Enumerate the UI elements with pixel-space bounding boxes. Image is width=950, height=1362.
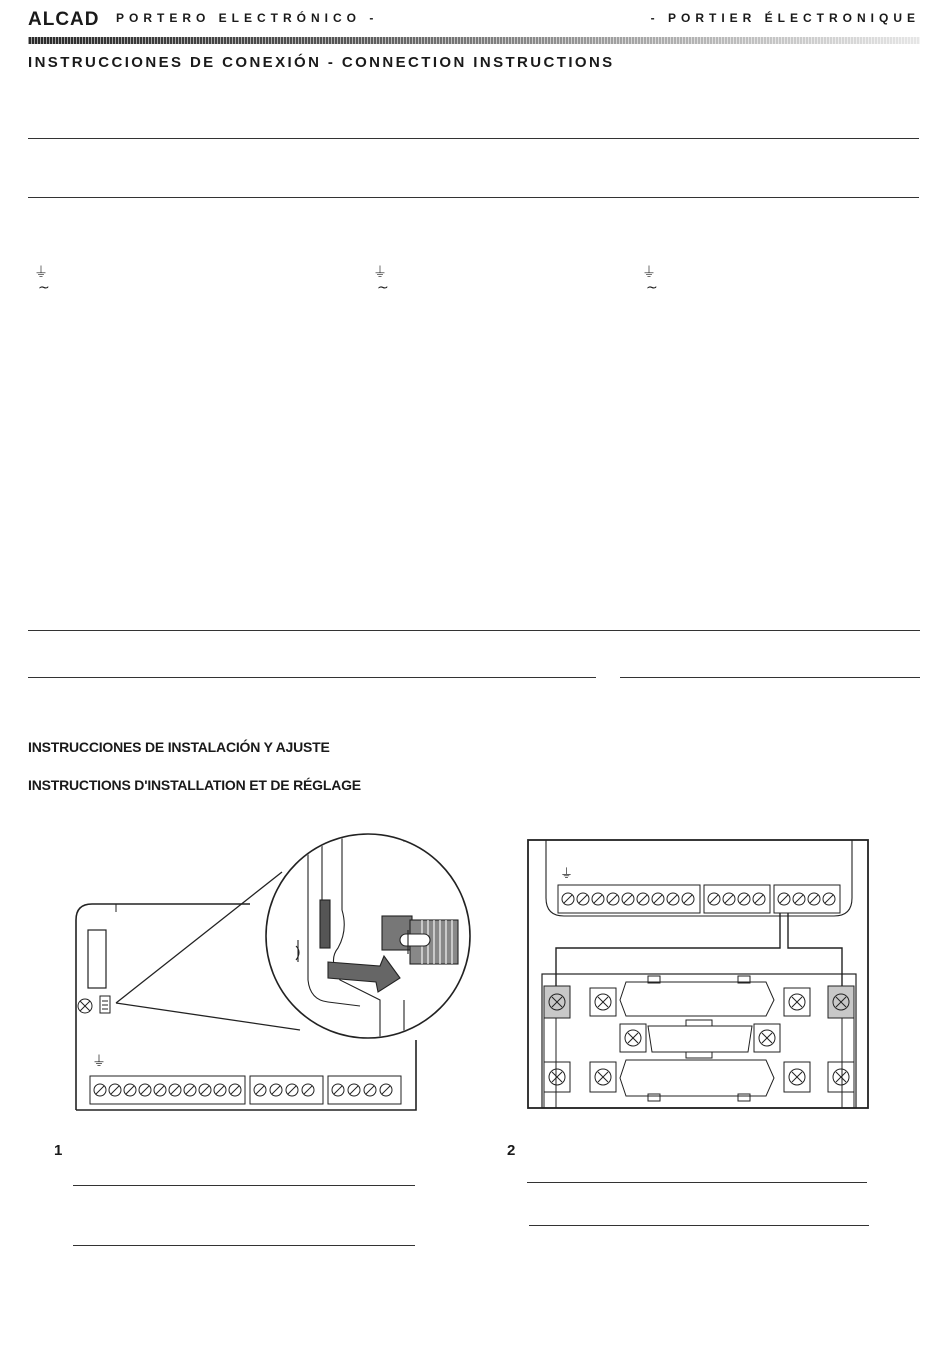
figure-2-terminal-diagram	[526, 838, 871, 1112]
divider	[28, 677, 596, 678]
wiring-column-2	[373, 266, 389, 296]
divider	[73, 1185, 415, 1186]
installation-title-es: INSTRUCCIONES DE INSTALACIÓN Y AJUSTE	[28, 739, 330, 755]
brand-logo: ALCAD	[28, 9, 100, 30]
header-hatch-bar	[28, 37, 920, 44]
ground-icon: ⏚	[373, 265, 387, 281]
ac-icon: ~	[377, 280, 389, 296]
divider	[28, 138, 919, 139]
figure-1-jumper-illustration	[60, 830, 480, 1120]
divider	[620, 677, 920, 678]
divider	[529, 1225, 869, 1226]
ac-icon: ~	[646, 280, 658, 296]
divider	[28, 630, 920, 631]
installation-title-fr: INSTRUCTIONS D'INSTALLATION ET DE RÉGLAGE	[28, 777, 361, 793]
figure-2-number: 2	[507, 1142, 516, 1159]
ac-icon: ~	[38, 280, 50, 296]
divider	[527, 1182, 867, 1183]
connection-section-title: INSTRUCCIONES DE CONEXIÓN - CONNECTION INSTRUCTIONS	[28, 54, 615, 71]
svg-text:⏚: ⏚	[560, 867, 574, 882]
ground-icon: ⏚	[34, 265, 48, 281]
wiring-column-3	[642, 266, 658, 296]
header-title-es: PORTERO ELECTRÓNICO -	[116, 11, 379, 25]
divider	[73, 1245, 415, 1246]
divider	[28, 197, 919, 198]
ground-icon: ⏚	[642, 265, 656, 281]
header-title-fr: - PORTIER ÉLECTRONIQUE	[650, 11, 920, 25]
wiring-column-1	[34, 266, 50, 296]
svg-text:⏚: ⏚	[92, 1054, 106, 1070]
figure-1-number: 1	[54, 1142, 63, 1159]
